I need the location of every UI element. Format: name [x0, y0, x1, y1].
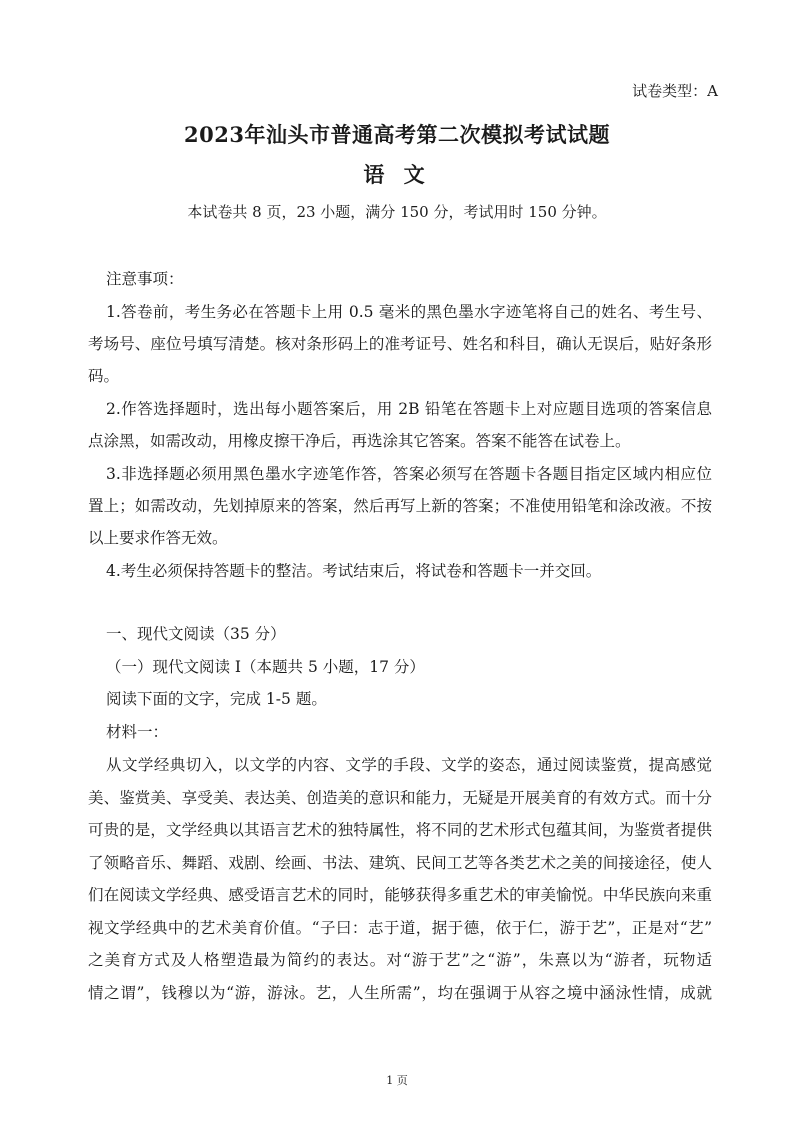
- notes-heading: 注意事项：: [106, 270, 184, 288]
- notes-line: 2.作答选择题时，选出每小题答案后，用 2B 铅笔在答题卡上对应题目选项的答案信息: [106, 400, 712, 418]
- notes-line: 置上；如需改动，先划掉原来的答案，然后再写上新的答案；不准使用铅笔和涂改液。不按: [88, 497, 712, 515]
- paper-type-label: 试卷类型：A: [632, 82, 718, 100]
- notes-line: 4.考生必须保持答题卡的整洁。考试结束后，将试卷和答题卡一并交回。: [106, 562, 602, 580]
- material-label: 材料一：: [106, 723, 169, 741]
- notes-line: 以上要求作答无效。: [88, 529, 228, 547]
- passage-line: 从文学经典切入，以文学的内容、文学的手段、文学的姿态，通过阅读鉴赏，提高感觉: [106, 756, 712, 774]
- passage-line: 们在阅读文学经典、感受语言艺术的同时，能够获得多重艺术的审美愉悦。中华民族向来重: [88, 886, 712, 904]
- notes-line: 3.非选择题必须用黑色墨水字迹笔作答，答案必须写在答题卡各题目指定区域内相应位: [106, 465, 712, 483]
- section-heading: 一、现代文阅读（35 分）: [106, 625, 286, 643]
- notes-line: 码。: [88, 367, 120, 385]
- passage-line: 之美育方式及人格塑造最为简约的表达。对“游于艺”之“游”，朱熹以为“游者，玩物适: [88, 951, 712, 969]
- reading-instruction: 阅读下面的文字，完成 1-5 题。: [106, 690, 327, 708]
- notes-line: 点涂黑，如需改动，用橡皮擦干净后，再选涂其它答案。答案不能答在试卷上。: [88, 432, 631, 450]
- exam-summary: 本试卷共 8 页，23 小题，满分 150 分，考试用时 150 分钟。: [187, 203, 607, 221]
- passage-line: 了领略音乐、舞蹈、戏剧、绘画、书法、建筑、民间工艺等各类艺术之美的间接途径，使人: [88, 854, 712, 872]
- passage-line: 情之谓”，钱穆以为“游，游泳。艺，人生所需”，均在强调于从容之境中涵泳性情，成就: [88, 984, 712, 1002]
- subject-title: 语 文: [363, 162, 431, 187]
- notes-line: 1.答卷前，考生务必在答题卡上用 0.5 毫米的黑色墨水字迹笔将自己的姓名、考生号、: [106, 303, 712, 321]
- passage-line: 视文学经典中的艺术美育价值。“子曰：志于道，据于德，依于仁，游于艺”，正是对“艺”: [88, 919, 712, 937]
- sub-section-heading: （一）现代文阅读 I（本题共 5 小题，17 分）: [106, 658, 425, 676]
- page-number: 1 页: [386, 1074, 408, 1087]
- passage-line: 可贵的是，文学经典以其语言艺术的独特属性，将不同的艺术形式包蕴其间，为鉴赏者提供: [88, 821, 712, 839]
- exam-title: 2023年汕头市普通高考第二次模拟考试试题: [184, 122, 610, 147]
- notes-line: 考场号、座位号填写清楚。核对条形码上的准考证号、姓名和科目，确认无误后，贴好条形: [88, 335, 712, 353]
- passage-line: 美、鉴赏美、享受美、表达美、创造美的意识和能力，无疑是开展美育的有效方式。而十分: [88, 789, 712, 807]
